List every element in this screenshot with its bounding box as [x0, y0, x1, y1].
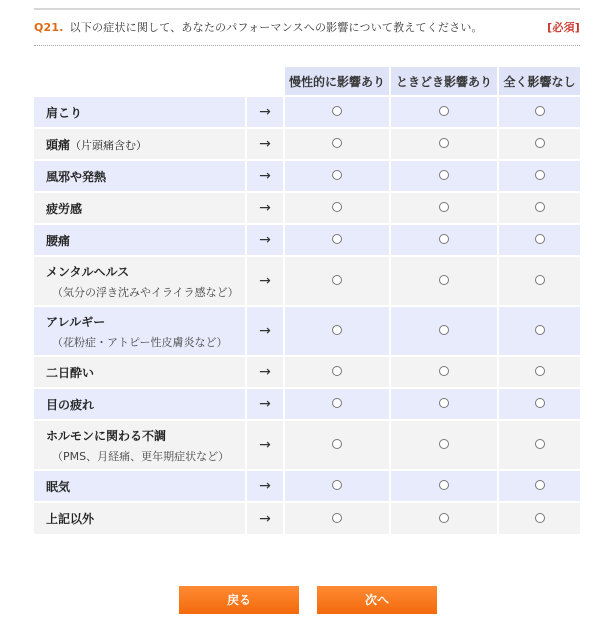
question-header [34, 12, 580, 42]
radio-chronic[interactable] [332, 439, 342, 449]
radio-chronic[interactable] [332, 138, 342, 148]
row-label-text: 眠気 [46, 479, 71, 494]
row-label-text: 腰痛 [46, 233, 71, 248]
row-label [46, 168, 245, 185]
row-label [46, 232, 245, 249]
row-label-cell [34, 128, 246, 160]
row-label-cell [34, 160, 246, 192]
radio-none[interactable] [535, 106, 545, 116]
radio-none[interactable] [535, 170, 545, 180]
table-row [34, 96, 580, 128]
arrow-icon: → [246, 470, 284, 502]
radio-sometimes[interactable] [439, 275, 449, 285]
option-cell-chronic [284, 160, 390, 192]
option-cell-chronic [284, 128, 390, 160]
option-cell-sometimes [390, 96, 498, 128]
row-label-text: 上記以外 [46, 512, 95, 526]
radio-none[interactable] [535, 275, 545, 285]
radio-chronic[interactable] [332, 325, 342, 335]
option-cell-none [498, 502, 580, 534]
question-number: Q21. [34, 20, 64, 34]
radio-none[interactable] [535, 366, 545, 376]
row-label [46, 263, 245, 280]
arrow-icon: → [246, 128, 284, 160]
row-sublabel: （気分の浮き沈みやイライラ感など） [52, 285, 239, 299]
row-label-cell [34, 388, 246, 420]
option-cell-sometimes [390, 420, 498, 470]
radio-chronic[interactable] [332, 202, 342, 212]
arrow-icon: → [246, 256, 284, 306]
arrow-icon: → [246, 306, 284, 356]
option-cell-none [498, 420, 580, 470]
table-row [34, 420, 580, 470]
row-label [46, 396, 245, 413]
row-label-cell [34, 420, 246, 470]
header-blank [246, 67, 284, 96]
top-divider [34, 8, 580, 10]
arrow-icon: → [246, 420, 284, 470]
radio-sometimes[interactable] [439, 170, 449, 180]
option-cell-chronic [284, 256, 390, 306]
radio-sometimes[interactable] [439, 106, 449, 116]
option-cell-none [498, 470, 580, 502]
arrow-icon: → [246, 96, 284, 128]
option-cell-none [498, 160, 580, 192]
radio-none[interactable] [535, 325, 545, 335]
row-label-text: ホルモンに関わる不調 [46, 428, 167, 443]
radio-none[interactable] [535, 398, 545, 408]
radio-chronic[interactable] [332, 275, 342, 285]
radio-none[interactable] [535, 138, 545, 148]
radio-chronic[interactable] [332, 398, 342, 408]
table-row [34, 356, 580, 388]
row-label-text: メンタルヘルス [46, 264, 130, 279]
row-label-cell [34, 306, 246, 356]
table-row [34, 224, 580, 256]
table-row [34, 502, 580, 534]
row-label-cell [34, 224, 246, 256]
option-cell-none [498, 192, 580, 224]
matrix-question-table [34, 67, 580, 534]
radio-sometimes[interactable] [439, 398, 449, 408]
option-cell-sometimes [390, 356, 498, 388]
radio-chronic[interactable] [332, 106, 342, 116]
row-label-cell [34, 502, 246, 534]
radio-none[interactable] [535, 234, 545, 244]
option-cell-none [498, 96, 580, 128]
row-sublabel: （花粉症・アトピー性皮膚炎など） [52, 335, 228, 349]
column-header-chronic: 慢性的に影響あり [284, 67, 390, 96]
row-label-text: 肩こり [46, 105, 83, 120]
table-row [34, 256, 580, 306]
option-cell-sometimes [390, 502, 498, 534]
back-button[interactable]: 戻る [179, 586, 299, 614]
question-text: 以下の症状に関して、あなたのパフォーマンスへの影響について教えてください。 [69, 21, 483, 34]
option-cell-chronic [284, 192, 390, 224]
row-label-cell [34, 256, 246, 306]
radio-sometimes[interactable] [439, 138, 449, 148]
table-row [34, 306, 580, 356]
radio-chronic[interactable] [332, 366, 342, 376]
arrow-icon: → [246, 192, 284, 224]
column-header-none: 全く影響なし [498, 67, 580, 96]
radio-sometimes[interactable] [439, 439, 449, 449]
option-cell-chronic [284, 420, 390, 470]
row-label [46, 313, 245, 330]
option-cell-chronic [284, 388, 390, 420]
radio-chronic[interactable] [332, 480, 342, 490]
next-button[interactable]: 次へ [317, 586, 437, 614]
arrow-icon: → [246, 356, 284, 388]
row-label-text: 頭痛 [46, 137, 71, 152]
row-label-text: アレルギー [46, 314, 106, 329]
option-cell-chronic [284, 96, 390, 128]
radio-none[interactable] [535, 439, 545, 449]
radio-chronic[interactable] [332, 513, 342, 523]
radio-sometimes[interactable] [439, 234, 449, 244]
table-header-row [34, 67, 580, 96]
option-cell-none [498, 256, 580, 306]
option-cell-sometimes [390, 192, 498, 224]
row-label-text: 疲労感 [46, 201, 83, 216]
arrow-icon: → [246, 160, 284, 192]
radio-none[interactable] [535, 513, 545, 523]
table-row [34, 470, 580, 502]
row-label-cell [34, 192, 246, 224]
option-cell-sometimes [390, 306, 498, 356]
column-header-sometimes: ときどき影響あり [390, 67, 498, 96]
table-row [34, 388, 580, 420]
option-cell-chronic [284, 224, 390, 256]
option-cell-chronic [284, 356, 390, 388]
radio-chronic[interactable] [332, 170, 342, 180]
arrow-icon: → [246, 388, 284, 420]
row-label-text: 目の疲れ [46, 397, 95, 412]
option-cell-none [498, 224, 580, 256]
radio-none[interactable] [535, 202, 545, 212]
radio-chronic[interactable] [332, 234, 342, 244]
row-label [46, 136, 245, 153]
radio-none[interactable] [535, 480, 545, 490]
row-label [46, 364, 245, 381]
arrow-icon: → [246, 502, 284, 534]
option-cell-sometimes [390, 388, 498, 420]
row-label [46, 510, 245, 527]
radio-sometimes[interactable] [439, 202, 449, 212]
option-cell-chronic [284, 502, 390, 534]
row-label [46, 478, 245, 495]
row-label-cell [34, 470, 246, 502]
option-cell-chronic [284, 470, 390, 502]
table-row [34, 128, 580, 160]
row-label [46, 104, 245, 121]
row-label-text: 風邪や発熱 [46, 169, 107, 184]
row-label-cell [34, 356, 246, 388]
row-label-cell [34, 96, 246, 128]
dotted-divider [34, 45, 580, 46]
row-label [46, 427, 245, 444]
table-row [34, 192, 580, 224]
radio-sometimes[interactable] [439, 480, 449, 490]
required-badge: [必須] [547, 21, 580, 34]
option-cell-none [498, 306, 580, 356]
option-cell-chronic [284, 306, 390, 356]
option-cell-none [498, 388, 580, 420]
option-cell-sometimes [390, 224, 498, 256]
option-cell-none [498, 128, 580, 160]
row-sublabel: （PMS、月経痛、更年期症状など） [52, 449, 230, 463]
option-cell-sometimes [390, 256, 498, 306]
row-label [46, 200, 245, 217]
option-cell-sometimes [390, 160, 498, 192]
table-row [34, 160, 580, 192]
header-blank [34, 67, 246, 96]
radio-sometimes[interactable] [439, 366, 449, 376]
option-cell-none [498, 356, 580, 388]
option-cell-sometimes [390, 128, 498, 160]
radio-sometimes[interactable] [439, 513, 449, 523]
arrow-icon: → [246, 224, 284, 256]
option-cell-sometimes [390, 470, 498, 502]
row-label-text: 二日酔い [46, 365, 95, 380]
radio-sometimes[interactable] [439, 325, 449, 335]
row-label-note: （片頭痛含む） [70, 138, 148, 152]
